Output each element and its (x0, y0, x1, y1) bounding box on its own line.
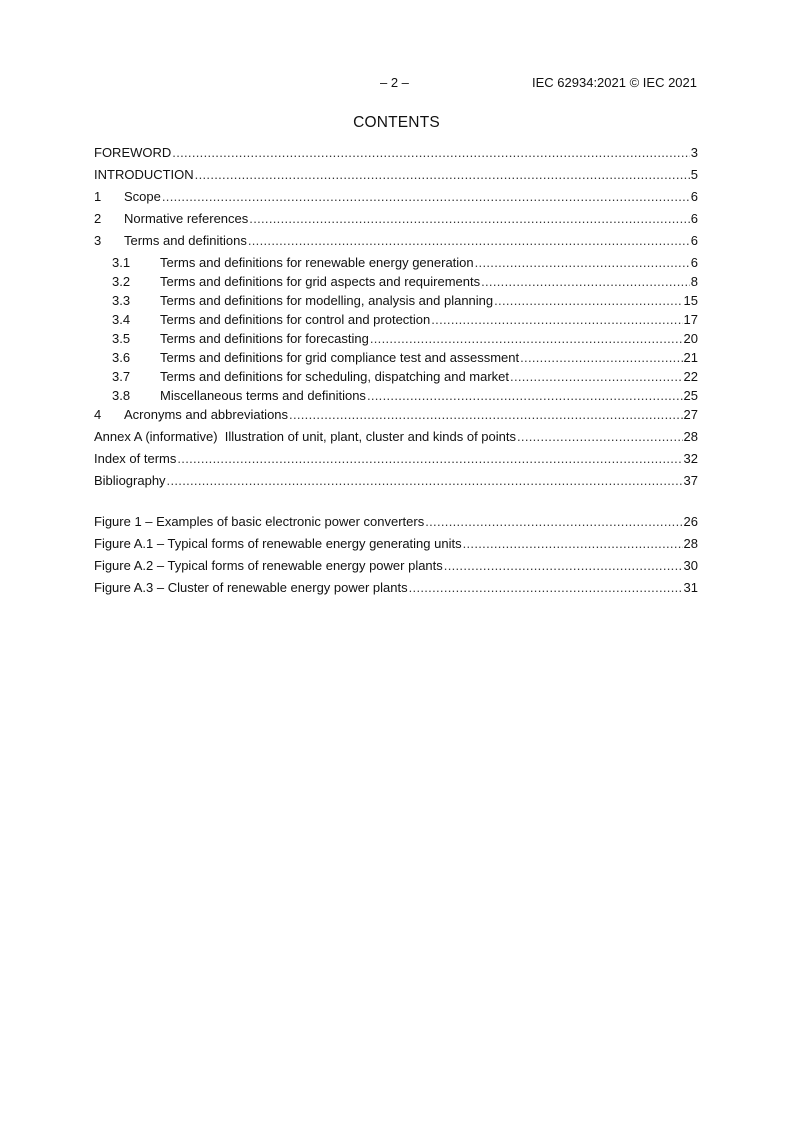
toc-entry-page: 21 (683, 350, 698, 365)
toc-entry-index-of-terms[interactable] (94, 449, 698, 468)
figure-entry-page: 26 (683, 514, 698, 529)
toc-entry-page: 22 (683, 369, 698, 384)
toc-entry-number: 3.2 (112, 274, 131, 289)
figure-entry-page: 31 (683, 580, 698, 595)
leader-dots (370, 329, 683, 348)
toc-entry-normative-references[interactable] (94, 209, 698, 228)
toc-entry-number: 3.8 (112, 388, 131, 403)
toc-entry-number: 3.6 (112, 350, 131, 365)
toc-entry-3-8[interactable] (94, 386, 698, 405)
toc-entry-label: Scope (124, 189, 161, 204)
toc-entry-page: 17 (683, 312, 698, 327)
page-title: CONTENTS (353, 114, 440, 131)
leader-dots (425, 512, 682, 531)
leader-dots (162, 187, 690, 206)
toc-entry-3-5[interactable] (94, 329, 698, 348)
toc-entry-terms-and-definitions[interactable] (94, 231, 698, 250)
toc-entry-number: 2 (94, 211, 102, 226)
toc-entry-number: 3.7 (112, 369, 131, 384)
toc-entry-label: Terms and definitions for scheduling, dispatching and market (160, 369, 510, 384)
toc-entry-label: Index of terms (94, 451, 177, 466)
leader-dots (494, 291, 682, 310)
toc-entry-page: 6 (690, 189, 698, 204)
toc-entry-label: Terms and definitions for modelling, analysis and planning (160, 293, 494, 308)
toc-entry-number: 3.4 (112, 312, 131, 327)
toc-entry-number: 3.1 (112, 255, 131, 270)
leader-dots (289, 405, 683, 424)
leader-dots (463, 534, 683, 553)
toc-entry-bibliography[interactable] (94, 471, 698, 490)
toc-entry-3-6[interactable] (94, 348, 698, 367)
leader-dots (431, 310, 682, 329)
toc-entry-label: Normative references (124, 211, 249, 226)
toc-entry-label: Terms and definitions for forecasting (160, 331, 369, 346)
leader-dots (248, 231, 690, 250)
toc-entry-number: 1 (94, 189, 102, 204)
toc-entry-page: 25 (683, 388, 698, 403)
toc-entry-3-1[interactable] (94, 253, 698, 272)
leader-dots (167, 471, 683, 490)
toc-entry-label: Bibliography (94, 473, 166, 488)
toc-entry-label: Terms and definitions (124, 233, 247, 248)
toc-entry-page: 5 (690, 167, 698, 182)
toc-entry-page: 32 (683, 451, 698, 466)
leader-dots (249, 209, 689, 228)
toc-entry-label: INTRODUCTION (94, 167, 194, 182)
toc-entry-page: 6 (690, 211, 698, 226)
toc-entry-label: Terms and definitions for grid compliance test and assessment (160, 350, 520, 365)
document-reference: IEC 62934:2021 © IEC 2021 (532, 75, 697, 90)
figure-entry-a2[interactable] (94, 556, 698, 575)
toc-entry-3-2[interactable] (94, 272, 698, 291)
toc-entry-label: Annex A (informative) Illustration of unit, plant, cluster and kinds of points (94, 429, 516, 444)
leader-dots (367, 386, 683, 405)
toc-entry-label: Miscellaneous terms and definitions (160, 388, 366, 403)
leader-dots (172, 143, 689, 162)
leader-dots (409, 578, 683, 597)
toc-entry-page: 20 (683, 331, 698, 346)
toc-entry-number: 3.5 (112, 331, 131, 346)
toc-entry-page: 15 (683, 293, 698, 308)
figure-entry-label: Figure A.2 – Typical forms of renewable energy power plants (94, 558, 443, 573)
figure-entry-label: Figure 1 – Examples of basic electronic power converters (94, 514, 425, 529)
toc-entry-label: Terms and definitions for grid aspects and requirements (160, 274, 481, 289)
toc-entry-page: 27 (683, 407, 698, 422)
figure-entry-label: Figure A.3 – Cluster of renewable energy power plants (94, 580, 408, 595)
leader-dots (520, 348, 682, 367)
toc-entry-label: Terms and definitions for control and protection (160, 312, 431, 327)
toc-entry-label: FOREWORD (94, 145, 172, 160)
leader-dots (177, 449, 682, 468)
leader-dots (481, 272, 690, 291)
toc-entry-page: 3 (690, 145, 698, 160)
figure-entry-label: Figure A.1 – Typical forms of renewable energy generating units (94, 536, 462, 551)
toc-entry-acronyms[interactable] (94, 405, 698, 424)
page-number: – 2 – (380, 75, 409, 90)
toc-entry-page: 8 (690, 274, 698, 289)
leader-dots (475, 253, 690, 272)
toc-entry-page: 6 (690, 255, 698, 270)
toc-entry-3-3[interactable] (94, 291, 698, 310)
toc-entry-3-4[interactable] (94, 310, 698, 329)
toc-entry-label: Acronyms and abbreviations (124, 407, 289, 422)
toc-entry-page: 28 (683, 429, 698, 444)
leader-dots (444, 556, 683, 575)
toc-entry-label: Terms and definitions for renewable energy generation (160, 255, 474, 270)
figure-entry-1[interactable] (94, 512, 698, 531)
toc-entry-3-7[interactable] (94, 367, 698, 386)
toc-entry-foreword[interactable] (94, 143, 698, 162)
toc-entry-page: 37 (683, 473, 698, 488)
toc-entry-page: 6 (690, 233, 698, 248)
toc-entry-introduction[interactable] (94, 165, 698, 184)
figure-entry-page: 28 (683, 536, 698, 551)
leader-dots (195, 165, 690, 184)
leader-dots (510, 367, 683, 386)
figure-entry-a3[interactable] (94, 578, 698, 597)
table-of-contents (94, 143, 698, 597)
toc-entry-number: 3.3 (112, 293, 131, 308)
toc-entry-number: 3 (94, 233, 102, 248)
leader-dots (517, 427, 683, 446)
toc-entry-scope[interactable] (94, 187, 698, 206)
toc-entry-number: 4 (94, 407, 102, 422)
figure-entry-a1[interactable] (94, 534, 698, 553)
figure-entry-page: 30 (683, 558, 698, 573)
toc-entry-annex-a[interactable] (94, 427, 698, 446)
